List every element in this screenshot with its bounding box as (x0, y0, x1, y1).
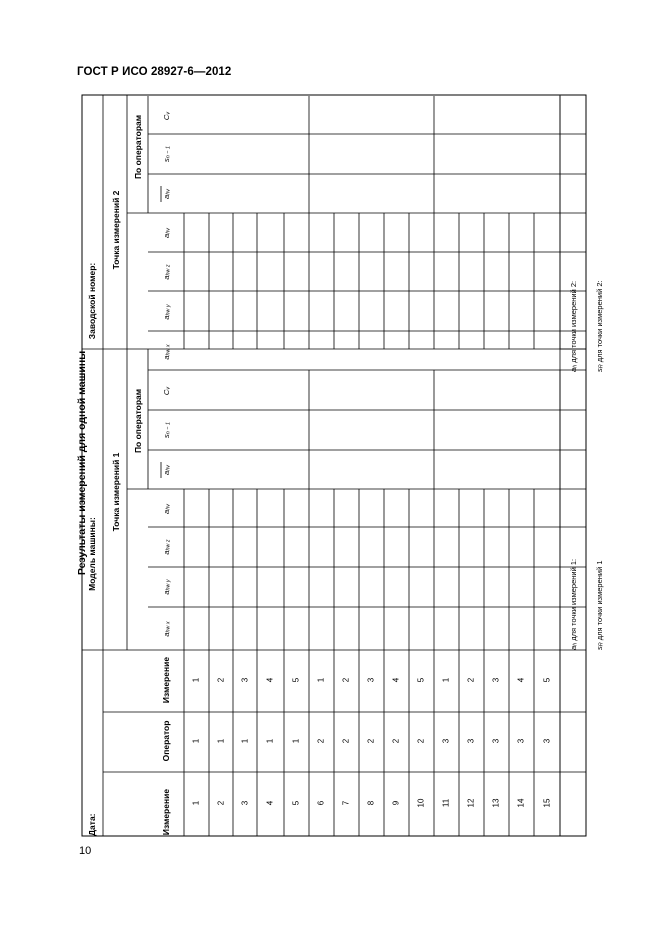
page-number: 10 (79, 845, 92, 857)
symbol-subscript: v (165, 386, 172, 390)
symbol-base: s (594, 368, 604, 372)
symbol-base: a (568, 645, 578, 650)
operator-number: 3 (441, 738, 451, 744)
column-symbol (162, 579, 172, 595)
operator-column-header: Оператор (161, 720, 171, 762)
operator-number: 3 (466, 738, 476, 744)
symbol-base: a (161, 194, 171, 199)
repetition-column-header: Измерение (161, 656, 171, 704)
symbol-subscript: hv (165, 228, 172, 234)
repetition-number: 1 (316, 677, 326, 683)
column-symbol (162, 539, 172, 555)
operator-number: 3 (516, 738, 526, 744)
repetition-number: 5 (542, 677, 552, 683)
symbol-subscript: R (598, 642, 605, 647)
model-label: Модель машины: (87, 517, 97, 591)
symbol-subscript: hv (165, 189, 172, 195)
operator-number: 2 (416, 738, 426, 744)
footer-ah-point-2 (569, 281, 579, 372)
document-title: ГОСТ Р ИСО 28927-6—2012 (77, 66, 232, 78)
symbol-base: a (161, 509, 171, 514)
symbol-base: s (594, 646, 604, 650)
operator-number: 1 (291, 738, 301, 744)
row-number: 14 (516, 798, 526, 808)
repetition-number: 2 (341, 677, 351, 683)
column-symbol (162, 504, 172, 514)
symbol-subscript: hv (165, 465, 172, 471)
repetition-number: 4 (516, 677, 526, 683)
table-caption: Результаты измерений для одной машины (76, 350, 88, 576)
measurement-column-header: Измерение (161, 788, 171, 836)
column-symbol (162, 344, 172, 360)
column-symbol (162, 304, 172, 320)
repetition-number: 4 (265, 677, 275, 683)
column-symbol (162, 146, 172, 162)
date-label: Дата: (87, 813, 97, 836)
operator-number: 1 (240, 738, 250, 744)
operator-number: 2 (341, 738, 351, 744)
point-2-title: Точка измерений 2 (111, 190, 121, 270)
operator-number: 2 (316, 738, 326, 744)
symbol-base: a (161, 233, 171, 238)
symbol-text: для точки измерений 2: (568, 280, 578, 365)
repetition-number: 2 (216, 677, 226, 683)
row-number: 4 (265, 800, 275, 806)
symbol-text: для точки измерений 2: (594, 280, 604, 365)
footer-sr-point-1 (595, 560, 605, 650)
symbol-base: a (568, 367, 578, 372)
column-symbol (162, 465, 172, 475)
symbol-subscript: hw y (165, 304, 172, 316)
repetition-number: 2 (466, 677, 476, 683)
point-2-by-operators: По операторам (133, 114, 143, 180)
operator-number: 3 (542, 738, 552, 744)
column-symbol (162, 112, 172, 120)
repetition-number: 5 (416, 677, 426, 683)
row-number: 3 (240, 800, 250, 806)
symbol-subscript: h (572, 364, 579, 368)
operator-number: 2 (366, 738, 376, 744)
symbol-subscript: R (598, 364, 605, 369)
symbol-subscript: h (572, 642, 579, 646)
symbol-subscript: hw x (165, 344, 172, 356)
symbol-base: a (161, 550, 171, 555)
operator-number: 2 (391, 738, 401, 744)
serial-number-label: Заводской номер: (87, 262, 97, 340)
column-symbol (162, 387, 172, 395)
repetition-number: 4 (391, 677, 401, 683)
symbol-subscript: v (165, 111, 172, 115)
symbol-base: s (161, 434, 171, 438)
row-number: 15 (542, 798, 552, 808)
row-number: 5 (291, 800, 301, 806)
operator-number: 3 (491, 738, 501, 744)
symbol-base: a (161, 355, 171, 360)
row-number: 6 (316, 800, 326, 806)
row-number: 12 (466, 798, 476, 808)
operator-number: 1 (191, 738, 201, 744)
symbol-subscript: hw y (165, 579, 172, 591)
footer-ah-point-1 (569, 559, 579, 650)
column-symbol (162, 621, 172, 637)
row-number: 7 (341, 800, 351, 806)
row-number: 13 (491, 798, 501, 808)
row-number: 11 (441, 798, 451, 808)
repetition-number: 3 (240, 677, 250, 683)
symbol-base: a (161, 632, 171, 637)
symbol-text: для точки измерений 1 (594, 560, 604, 643)
symbol-subscript: hw z (165, 264, 172, 276)
repetition-number: 1 (441, 677, 451, 683)
symbol-base: a (161, 470, 171, 475)
symbol-base: a (161, 275, 171, 280)
point-1-title: Точка измерений 1 (111, 452, 121, 532)
symbol-text: для точки измерений 1: (568, 558, 578, 643)
symbol-base: a (161, 315, 171, 320)
operator-number: 1 (265, 738, 275, 744)
operator-number: 1 (216, 738, 226, 744)
column-symbol (162, 422, 172, 438)
row-number: 8 (366, 800, 376, 806)
symbol-subscript: hv (165, 504, 172, 510)
column-symbol (162, 228, 172, 238)
repetition-number: 1 (191, 677, 201, 683)
symbol-base: s (161, 158, 171, 162)
symbol-subscript: hw x (165, 621, 172, 633)
row-number: 10 (416, 798, 426, 808)
column-symbol (162, 189, 172, 199)
symbol-base: C (161, 114, 171, 121)
symbol-subscript: n − 1 (165, 146, 172, 159)
symbol-base: C (161, 389, 171, 396)
repetition-number: 3 (491, 677, 501, 683)
point-1-by-operators: По операторам (133, 388, 143, 454)
symbol-base: a (161, 590, 171, 595)
row-number: 9 (391, 800, 401, 806)
row-number: 1 (191, 800, 201, 806)
repetition-number: 5 (291, 677, 301, 683)
row-number: 2 (216, 800, 226, 806)
symbol-subscript: hw z (165, 539, 172, 551)
footer-sr-point-2 (595, 280, 605, 372)
symbol-subscript: n − 1 (165, 422, 172, 435)
column-symbol (162, 264, 172, 280)
repetition-number: 3 (366, 677, 376, 683)
